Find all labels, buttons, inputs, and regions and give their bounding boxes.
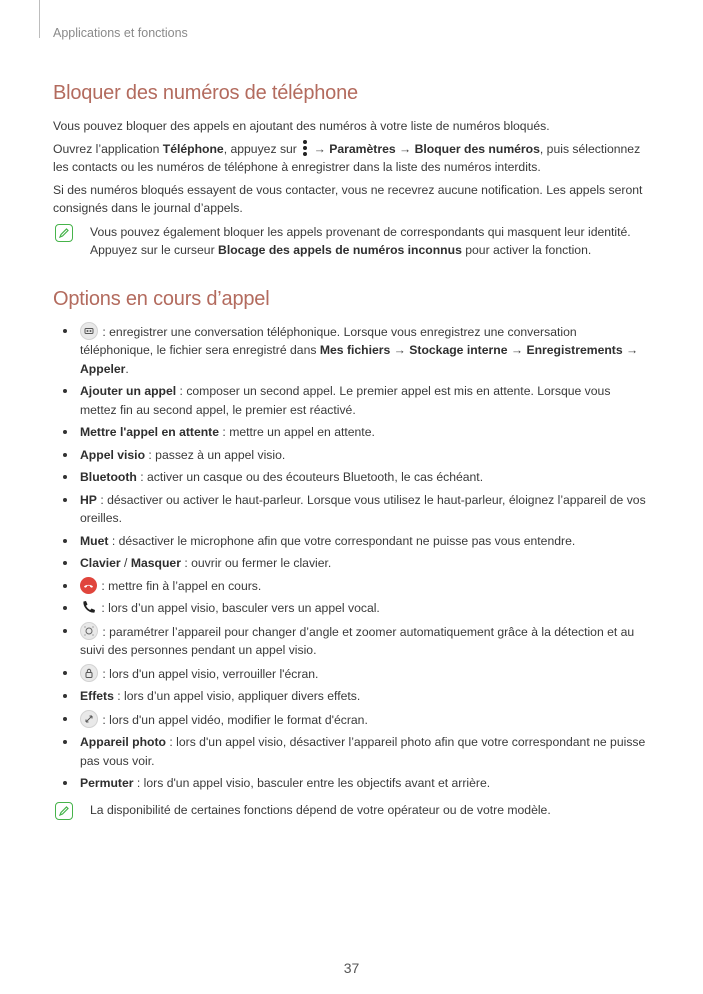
list-item-bluetooth: Bluetooth : activer un casque ou des écouteurs Bluetooth, le cas échéant. (53, 468, 649, 487)
note-availability: La disponibilité de certaines fonctions dépend de votre opérateur ou de votre modèle. (53, 801, 649, 820)
lock-icon (80, 664, 98, 682)
list-item-keypad: Clavier / Masquer : ouvrir ou fermer le clavier. (53, 554, 649, 573)
list-item-record: : enregistrer une conversation téléphonique. Lorsque vous enregistrez une conversation téléphonique, le fichier sera enregistré dans Mes fichiers → Stockage interne → Enregistrements → Appeler. (53, 322, 649, 379)
list-item-video-call: Appel visio : passez à un appel visio. (53, 446, 649, 465)
list-item-end-call: : mettre fin à l’appel en cours. (53, 577, 649, 596)
app-name-phone: Téléphone (162, 141, 224, 156)
running-header: Applications et fonctions (53, 26, 188, 40)
paragraph-intro: Vous pouvez bloquer des appels en ajoutant des numéros à votre liste de numéros bloqués. (53, 119, 550, 133)
paragraph-blocked-info: Si des numéros bloqués essayent de vous contacter, vous ne recevrez aucune notification. Les appels seront consignés dans le journal d’appels. (53, 182, 643, 215)
note-icon (55, 802, 73, 820)
section-title-call-options: Options en cours d’appel (53, 287, 270, 310)
list-item-add-call: Ajouter un appel : composer un second appel. Le premier appel est mis en attente. Lorsque vous mettez fin au second appel, le premier est réactivé. (53, 382, 649, 419)
page-content (53, 82, 649, 819)
list-item-screen-ratio: : lors d'un appel vidéo, modifier le format d'écran. (53, 710, 649, 730)
list-item-camera: Appareil photo : lors d'un appel visio, désactiver l’appareil photo afin que votre correspondant ne puisse pas vous voir. (53, 733, 649, 770)
paragraph-instructions: Ouvrez l’application Téléphone, appuyez sur → Paramètres → Bloquer des numéros, puis sélectionnez les contacts ou les numéros de téléphone à enregistrer dans la liste des numéros interdits. (53, 141, 641, 174)
margin-rule (39, 0, 40, 38)
end-call-icon (80, 577, 97, 594)
list-item-mute: Muet : désactiver le microphone afin que votre correspondant ne puisse pas vous entendre. (53, 532, 649, 551)
record-call-icon (80, 322, 98, 340)
list-item-auto-framing: : paramétrer l’appareil pour changer d’angle et zoomer automatiquement grâce à la détection et au suivi des personnes pendant un appel visio. (53, 622, 649, 660)
page-number: 37 (343, 960, 360, 976)
list-item-effects: Effets : lors d’un appel visio, appliquer divers effets. (53, 687, 649, 706)
screen-ratio-icon (80, 710, 98, 728)
list-item-voice-call: : lors d’un appel visio, basculer vers un appel vocal. (53, 599, 649, 618)
section-title-block-numbers: Bloquer des numéros de téléphone (53, 82, 358, 104)
phone-icon (80, 599, 97, 616)
note-icon (55, 224, 73, 242)
list-item-switch-camera: Permuter : lors d'un appel visio, basculer entre les objectifs avant et arrière. (53, 774, 649, 793)
note-block-unknown: Vous pouvez également bloquer les appels provenant de correspondants qui masquent leur identité. Appuyez sur le curseur Blocage des appels de numéros inconnus pour activer la fonction. (53, 223, 649, 260)
auto-framing-icon (80, 622, 98, 640)
list-item-speaker: HP : désactiver ou activer le haut-parleur. Lorsque vous utilisez le haut-parleur, éloignez l’appareil de vos oreilles. (53, 491, 649, 528)
call-options-list (53, 322, 649, 793)
list-item-hold: Mettre l'appel en attente : mettre un appel en attente. (53, 423, 649, 442)
list-item-lock-screen: : lors d'un appel visio, verrouiller l'écran. (53, 664, 649, 684)
more-options-icon (302, 140, 308, 156)
